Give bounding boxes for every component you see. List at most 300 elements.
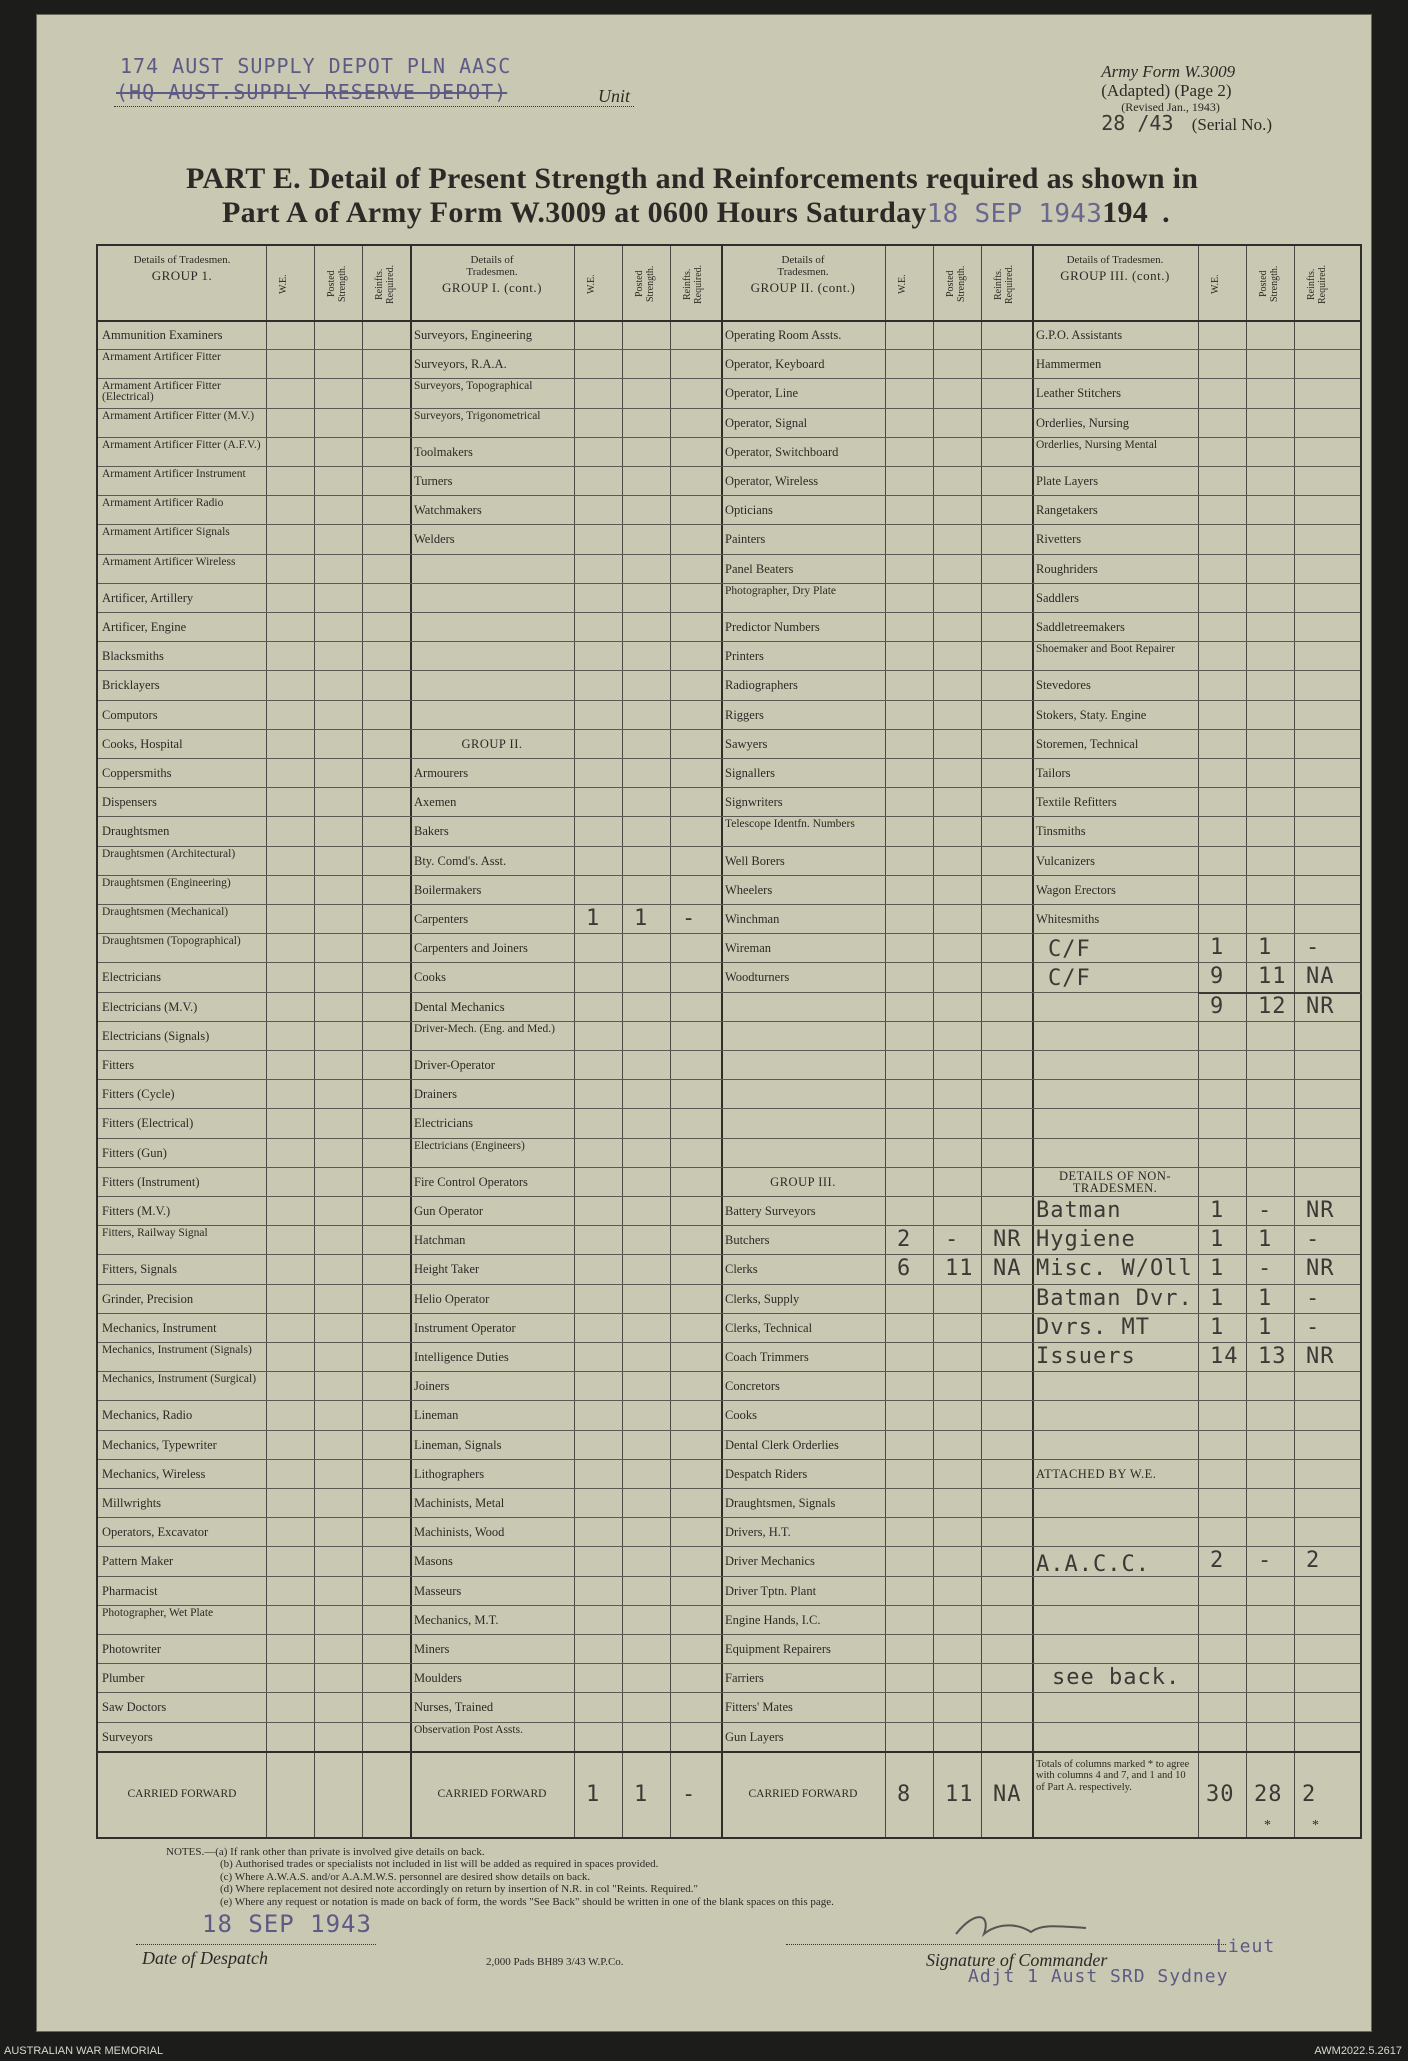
trade-label: Driver Tptn. Plant [725,1583,817,1598]
trade-label: Well Borers [725,853,785,868]
trade-label: Ammunition Examiners [102,328,223,342]
trade-label: Carpenters [414,912,469,926]
group-label: GROUP I. (cont.) [442,280,542,295]
cf1-entry: 1 [1210,935,1225,961]
trade-label: Mechanics, Wireless [102,1466,206,1481]
form-page [36,14,1372,2032]
row-divider [98,1050,1360,1051]
trade-label: Lineman [414,1408,459,1423]
trade-label: Armament Artificer Wireless [102,556,236,568]
trade-label: Fire Control Operators [414,1174,528,1189]
signature-rank-stamp: Lieut [1216,1936,1276,1957]
cf-total-entry: 9 [1210,993,1225,1019]
trade-label: Photographer, Dry Plate [725,585,837,597]
trade-label: Printers [725,649,764,664]
trade-label: Axemen [414,795,457,810]
trade-label: Fitters, Signals [102,1262,178,1277]
trade-label: Surveyors, Engineering [414,328,533,342]
trade-label: DETAILS OF NON-TRADESMEN. [1058,1169,1172,1195]
trade-label: Masseurs [414,1583,462,1598]
unit-stamp-line1: 174 AUST SUPPLY DEPOT PLN AASC [120,54,512,78]
non-tradesman-entry: - [1258,1256,1273,1282]
row-divider [98,1021,1360,1022]
trade-label: Shoemaker and Boot Repairer [1036,644,1175,656]
footer-right: AWM2022.5.2617 [1314,2045,1402,2057]
trade-label: Saw Doctors [102,1700,167,1715]
trade-label: Painters [725,532,766,547]
carried-forward-entry: 1 [634,1781,649,1807]
non-tradesman-entry: 1 [1210,1314,1225,1340]
unit-label: Unit [598,86,631,106]
trade-label: Saddletreemakers [1036,620,1125,634]
non-tradesman-name: Issuers [1036,1344,1136,1369]
column-divider [574,246,575,1837]
trade-label: Roughriders [1036,561,1098,576]
trade-label: GROUP III. [770,1174,836,1189]
totals-star: * [1312,1819,1319,1832]
trade-label: Storemen, Technical [1036,736,1139,751]
trade-label: Armament Artificer Fitter (Electrical) [102,381,221,404]
trade-label: Predictor Numbers [725,620,820,634]
column-divider [362,246,363,1837]
totals-note: Totals of columns marked * to agree with columns 4 and 7, and 1 and 10 of Part A. respectively. [1036,1758,1190,1793]
trade-label: Fitters [102,1058,134,1072]
trade-label: Operator, Wireless [725,474,819,488]
trade-label: ATTACHED BY W.E. [1036,1466,1157,1481]
column-header-reinfts: Reinfts. Required. [374,264,396,304]
trade-label: Driver-Mech. (Eng. and Med.) [414,1023,555,1035]
trade-label: Machinists, Metal [414,1496,505,1510]
cf1-entry: - [1306,935,1321,961]
trade-label: Hammermen [1036,357,1102,372]
column-divider [933,246,934,1837]
non-tradesman-name: Hygiene [1036,1227,1136,1253]
see-back-note: see back. [1052,1665,1181,1691]
trade-label: Stokers, Staty. Engine [1036,707,1147,722]
trade-label: Computors [102,707,158,722]
trade-label: Operator, Line [725,386,799,401]
non-tradesman-entry: 13 [1258,1344,1287,1369]
trade-label: Dental Mechanics [414,999,505,1014]
trade-label: Drainers [414,1087,458,1102]
title-line1: PART E. Detail of Present Strength and Reinforcements required as shown in [186,162,1199,195]
trade-label: G.P.O. Assistants [1036,328,1123,342]
trade-label: Mechanics, Instrument [102,1320,217,1335]
carried-forward-label: CARRIED FORWARD [437,1787,547,1800]
trade-label: Battery Surveyors [725,1204,816,1218]
trade-label: Bakers [414,824,449,839]
trade-label: Lithographers [414,1466,485,1481]
totals-entry: 2 [1302,1781,1317,1807]
non-tradesman-entry: - [1258,1198,1273,1223]
trade-label: Artificer, Artillery [102,590,194,605]
trade-label: Clerks [725,1262,758,1277]
cf1-entry: 1 [1258,935,1273,961]
non-tradesman-entry: 14 [1210,1344,1239,1369]
column-divider [670,246,671,1837]
non-tradesman-entry: 1 [1210,1285,1225,1311]
form-ref-line3: (Revised Jan., 1943) [1121,100,1220,114]
trade-label: Surveyors, R.A.A. [414,357,507,372]
trade-label: Millwrights [102,1496,162,1510]
trade-label: Bricklayers [102,678,160,693]
carried-forward-label: CARRIED FORWARD [748,1787,858,1800]
trade-label: Armament Artificer Fitter [102,352,221,364]
cf2-entry: NA [1306,964,1335,990]
trade-label: Drivers, H.T. [725,1525,791,1540]
trade-label: Draughtsmen (Topographical) [102,936,241,948]
trade-label: Electricians [102,970,161,985]
column-header-we: W.E. [897,274,908,294]
trade-label: Plumber [102,1671,145,1686]
trade-label: Stevedores [1036,678,1091,693]
cf-total-entry: 12 [1258,993,1287,1019]
trade-label: Clerks, Supply [725,1291,800,1306]
trade-label: Watchmakers [414,503,482,518]
trade-label: Masons [414,1554,453,1569]
column-divider [1294,246,1295,1837]
trade-label: Mechanics, Typewriter [102,1437,217,1452]
notes [166,1846,834,1908]
despatch-line [136,1944,376,1945]
non-tradesman-name: Dvrs. MT [1036,1314,1150,1340]
trade-label: Pharmacist [102,1583,158,1598]
trade-label: Armament Artificer Radio [102,498,224,510]
trade-label: Fitters (Instrument) [102,1174,200,1189]
trade-label: Dental Clerk Orderlies [725,1437,839,1452]
cf2-entry: 11 [1258,964,1287,990]
despatch-label: Date of Despatch [142,1948,268,1968]
trade-label: Riggers [725,707,764,722]
trade-label: Height Taker [414,1262,480,1277]
butchers-entry: 2 [897,1227,912,1253]
column-header-details [414,254,570,294]
signature-office-stamp: Adjt 1 Aust SRD Sydney [968,1966,1229,1987]
trade-label: Wireman [725,941,772,956]
trade-label: Observation Post Assts. [414,1724,523,1736]
trade-label: Equipment Repairers [725,1642,831,1656]
trade-label: Grinder, Precision [102,1291,194,1306]
column-header-posted: Posted Strength. [945,265,967,303]
carried-forward-label: CARRIED FORWARD [127,1787,237,1800]
trade-label: Vulcanizers [1036,853,1095,868]
form-ref-line2: (Adapted) (Page 2) [1101,81,1232,100]
column-header-details [102,254,262,282]
trade-label: Draughtsmen [102,824,170,839]
trade-label: Driver-Operator [414,1058,495,1072]
clerks-entry: 11 [945,1256,974,1282]
trade-label: GROUP II. [461,736,523,751]
trade-label: Moulders [414,1671,462,1686]
trade-label: Surveyors, Topographical [414,381,533,393]
trade-label: Saddlers [1036,590,1080,605]
note-e: (e) Where any request or notation is made on back of form, the words "See Back" should be written in one of the blank spaces on this page. [220,1895,834,1908]
trade-label: Photowriter [102,1642,162,1656]
trade-label: Coppersmiths [102,766,172,780]
carpenters-entry: 1 [586,906,601,931]
trade-label: Fitters, Railway Signal [102,1228,208,1240]
title-date-stamp: 18 SEP 1943 [926,199,1103,229]
trade-label: Cooks [725,1408,757,1423]
carried-forward-entry: - [682,1781,697,1807]
trade-label: Toolmakers [414,444,473,459]
trade-label: Boilermakers [414,882,482,897]
trade-label: Armourers [414,766,469,780]
column-header-reinfts: Reinfts. Required. [1306,264,1328,304]
trade-label: Operator, Signal [725,415,808,430]
non-tradesman-entry: 1 [1210,1198,1225,1223]
carried-forward-entry: 11 [945,1781,974,1807]
trade-label: Fitters (Gun) [102,1145,167,1160]
non-tradesman-entry: 1 [1258,1227,1273,1253]
trade-label: Armament Artificer Signals [102,527,230,539]
note-c: (c) Where A.W.A.S. and/or A.A.M.W.S. personnel are desired show details on back. [220,1870,591,1883]
row-divider [98,1138,1360,1139]
row-divider [98,1079,1360,1080]
column-divider [622,246,623,1837]
trade-label: Electricians (M.V.) [102,999,198,1014]
note-a: NOTES.—(a) If rank other than private is involved give details on back. [166,1846,485,1858]
trade-label: Armament Artificer Instrument [102,469,246,480]
note-d: (d) Where replacement not desired note accordingly on return by insertion of N.R. in col "Reints. Required." [220,1883,698,1896]
trade-label: Winchman [725,912,780,926]
trade-label: Photographer, Wet Plate [102,1607,214,1619]
trade-label: Mechanics, Radio [102,1408,193,1423]
trade-label: Despatch Riders [725,1466,808,1481]
carried-forward-entry: 1 [586,1781,601,1807]
column-header-details [1036,254,1194,282]
column-header-we: W.E. [1210,274,1221,294]
column-divider [885,246,886,1837]
trade-label: Carpenters and Joiners [414,941,528,956]
trade-label: Artificer, Engine [102,620,187,634]
trade-label: Operator, Switchboard [725,444,839,459]
title-year: 194 [1102,196,1149,229]
column-header-we: W.E. [586,274,597,294]
trade-label: Whitesmiths [1036,912,1100,926]
trade-label: Draughtsmen (Architectural) [102,848,236,860]
column-divider [1246,246,1247,1837]
trade-label: Miners [414,1642,450,1656]
row-divider [98,1108,1360,1109]
trade-label: Mechanics, Instrument (Surgical) [102,1374,257,1386]
trade-label: Wheelers [725,882,773,897]
signature-scrawl [936,1904,1106,1948]
trade-label: Draughtsmen, Signals [725,1496,836,1510]
trade-label: Electricians [414,1116,473,1131]
non-tradesman-entry: 1 [1258,1314,1273,1340]
group-label: GROUP III. (cont.) [1060,268,1170,283]
trade-label: Mechanics, M.T. [414,1612,499,1627]
trade-label: Turners [414,474,453,488]
column-header-posted: Posted Strength. [326,265,348,303]
trade-label: Rangetakers [1036,503,1098,518]
trade-label: Orderlies, Nursing [1036,415,1130,430]
trade-label: Helio Operator [414,1291,490,1306]
title-dot: . [1162,196,1170,229]
non-tradesman-entry: 1 [1258,1285,1273,1311]
non-tradesman-name: Misc. W/Oll [1036,1256,1193,1282]
details-label: Details of Tradesmen. [133,254,231,266]
column-header-reinfts: Reinfts. Required. [993,264,1015,304]
despatch-date-stamp: 18 SEP 1943 [202,1910,372,1938]
non-tradesman-entry: 1 [1210,1227,1225,1253]
signature-label: Signature of Commander [926,1950,1108,1970]
trade-label: Armament Artificer Fitter (M.V.) [102,410,255,422]
trade-label: Pattern Maker [102,1554,174,1569]
details-label: Details of Tradesmen. [466,254,518,278]
trade-label: Rivetters [1036,532,1082,547]
trade-label: Bty. Comd's. Asst. [414,853,507,868]
unit-underline [114,106,634,107]
column-divider [721,246,723,1837]
non-tradesman-entry: 1 [1210,1256,1225,1282]
trade-label: Joiners [414,1379,450,1394]
trade-label: Driver Mechanics [725,1554,815,1569]
column-header-posted: Posted Strength. [634,265,656,303]
group-label: GROUP II. (cont.) [750,280,856,295]
trade-label: Orderlies, Nursing Mental [1036,439,1158,451]
trade-label: Hatchman [414,1233,466,1248]
column-header-posted: Posted Strength. [1258,265,1280,303]
column-header-details [725,254,881,294]
trade-label: Tinsmiths [1036,824,1086,839]
trade-label: Draughtsmen (Mechanical) [102,907,229,918]
trade-label: Gun Layers [725,1729,784,1744]
group-label: GROUP 1. [151,268,213,283]
form-reference [1101,62,1272,134]
trade-label: Tailors [1036,766,1071,780]
trade-label: Panel Beaters [725,561,794,576]
trade-label: Armament Artificer Fitter (A.F.V.) [102,439,261,451]
trade-label: Fitters (Electrical) [102,1116,194,1131]
serial-number: 28 /43 [1101,111,1174,135]
trade-label: Engine Hands, I.C. [725,1612,821,1627]
trade-label: Wagon Erectors [1036,882,1116,897]
non-tradesman-name: Batman Dvr. [1036,1285,1193,1311]
trade-label: Electricians (Signals) [102,1028,210,1043]
footer-left: AUSTRALIAN WAR MEMORIAL [4,2045,164,2057]
trade-label: Electricians (Engineers) [414,1140,525,1152]
aacc-name: A.A.C.C. [1036,1552,1150,1578]
aacc-entry: - [1258,1548,1273,1574]
unit-stamp-line2: (HQ AUST.SUPPLY RESERVE DEPOT) [116,80,508,104]
trade-label: Plate Layers [1036,474,1099,488]
trade-label: Telescope Identfn. Numbers [725,819,855,831]
printer-imprint: 2,000 Pads BH89 3/43 W.P.Co. [486,1956,624,1968]
trade-label: Instrument Operator [414,1320,516,1335]
non-tradesman-entry: NR [1306,1344,1335,1369]
non-tradesman-entry: - [1306,1227,1321,1253]
cf-label: C/F [1048,937,1091,963]
trade-label: Intelligence Duties [414,1350,509,1364]
trade-label: Coach Trimmers [725,1350,809,1364]
carried-forward-entry: 8 [897,1781,912,1807]
non-tradesman-entry: NR [1306,1256,1335,1282]
trade-label: Sawyers [725,736,768,751]
column-divider [314,246,315,1837]
totals-entry: 30 [1206,1781,1235,1807]
trade-label: Nurses, Trained [414,1700,494,1715]
header-divider [98,320,1360,322]
trade-label: Draughtsmen (Engineering) [102,877,231,889]
column-divider [1032,246,1034,1837]
strength-table [96,244,1362,1839]
clerks-entry: NA [993,1256,1022,1282]
column-divider [410,246,412,1837]
column-header-we: W.E. [278,274,289,294]
non-tradesman-entry: - [1306,1314,1321,1340]
carpenters-entry: 1 [634,906,649,931]
cf2-entry: 9 [1210,964,1225,990]
row-divider [98,1167,1360,1168]
trade-label: Fitters (Cycle) [102,1087,175,1102]
butchers-entry: NR [993,1227,1022,1253]
cf-label: C/F [1048,966,1091,992]
clerks-entry: 6 [897,1256,912,1282]
trade-label: Textile Refitters [1036,795,1117,810]
trade-label: Fitters (M.V.) [102,1204,171,1218]
trade-label: Gun Operator [414,1204,484,1218]
trade-label: Concretors [725,1379,780,1394]
trade-label: Operator, Keyboard [725,357,825,372]
trade-label: Surveyors, Trigonometrical [414,410,541,422]
column-divider [266,246,267,1837]
butchers-entry: - [945,1227,960,1253]
trade-label: Signallers [725,766,775,780]
trade-label: Machinists, Wood [414,1525,505,1540]
aacc-entry: 2 [1210,1548,1225,1574]
trade-label: Cooks, Hospital [102,736,183,751]
trade-label: Mechanics, Instrument (Signals) [102,1345,252,1356]
non-tradesman-entry: NR [1306,1198,1335,1223]
trade-label: Clerks, Technical [725,1320,813,1335]
totals-entry: 28 [1254,1781,1283,1807]
non-tradesman-name: Batman [1036,1198,1122,1223]
trade-label: Blacksmiths [102,649,164,664]
trade-label: Welders [414,532,455,547]
trade-label: Lineman, Signals [414,1437,502,1452]
non-tradesman-entry: - [1306,1285,1321,1311]
trade-label: Woodturners [725,970,790,985]
page-title [186,162,1286,231]
trade-label: Fitters' Mates [725,1700,793,1715]
details-label: Details of Tradesmen. [777,254,829,278]
form-ref-line1: Army Form W.3009 [1101,62,1236,81]
title-line2: Part A of Army Form W.3009 at 0600 Hours Saturday [222,196,927,229]
carpenters-entry: - [682,906,697,931]
trade-label: Surveyors [102,1729,153,1744]
trade-label: Butchers [725,1233,770,1248]
column-divider [981,246,982,1837]
trade-label: Opticians [725,503,773,518]
note-b: (b) Authorised trades or specialists not included in list will be added as required in spaces provided. [220,1858,659,1871]
trade-label: Signwriters [725,795,783,810]
aacc-entry: 2 [1306,1548,1321,1574]
trade-label: Radiographers [725,678,798,693]
trade-label: Dispensers [102,795,157,810]
trade-label: Leather Stitchers [1036,386,1122,401]
column-divider [1198,246,1199,1837]
trade-label: Farriers [725,1671,764,1686]
carried-forward-entry: NA [993,1781,1022,1807]
trade-label: Cooks [414,970,446,985]
totals-star: * [1264,1819,1271,1832]
details-label: Details of Tradesmen. [1066,254,1164,266]
cf-total-entry: NR [1306,993,1335,1019]
trade-label: Operators, Excavator [102,1525,209,1540]
serial-label: (Serial No.) [1191,115,1272,134]
